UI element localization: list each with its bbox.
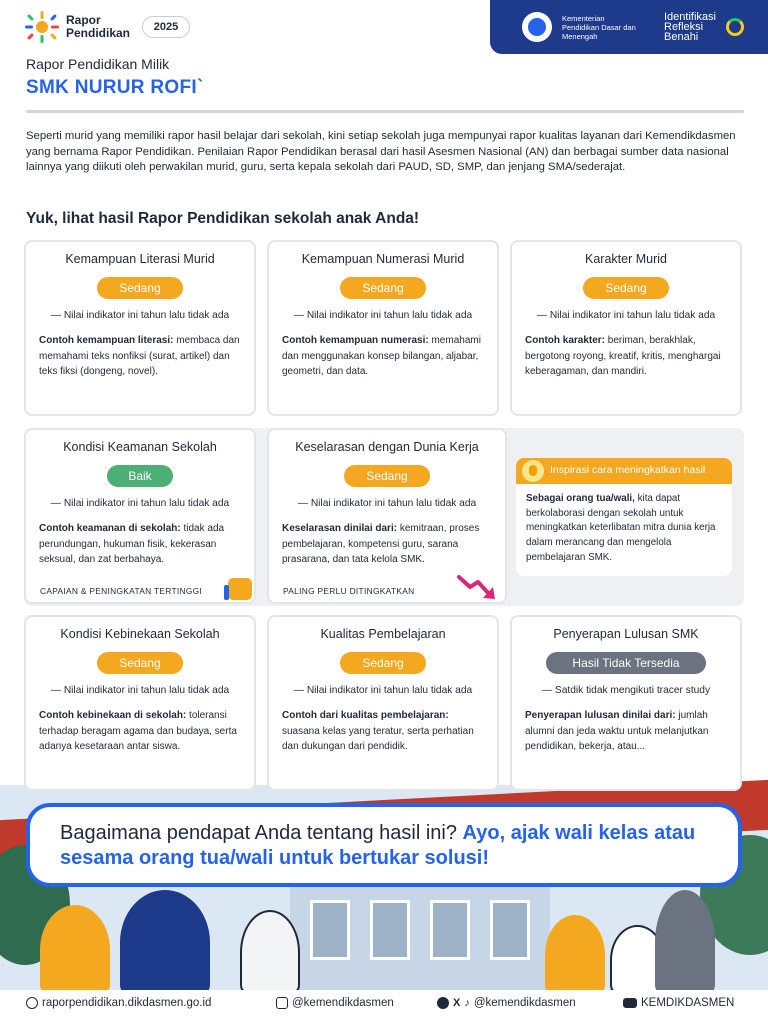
card-title: Kondisi Kebinekaan Sekolah bbox=[60, 627, 220, 641]
indicator-note: — Nilai indikator ini tahun lalu tidak ada bbox=[536, 310, 716, 321]
footer-instagram[interactable] bbox=[276, 997, 394, 1009]
campaign-line-1: Identifikasi bbox=[664, 11, 716, 23]
footer-youtube[interactable] bbox=[623, 997, 734, 1009]
card-example bbox=[282, 708, 487, 755]
card-title: Kondisi Keamanan Sekolah bbox=[63, 440, 217, 454]
illustration-student bbox=[240, 910, 300, 990]
example-text: memahami dan menggunakan konsep bilangan, aljabar, geometri, dan data. bbox=[282, 335, 481, 377]
illustration-window bbox=[310, 900, 350, 960]
illustration-student bbox=[40, 905, 110, 990]
status-badge: Sedang bbox=[97, 277, 183, 299]
indicator-note: — Nilai indikator ini tahun lalu tidak ada bbox=[50, 498, 230, 509]
card-title: Kualitas Pembelajaran bbox=[320, 627, 446, 641]
instagram-icon bbox=[276, 997, 288, 1009]
card-karakter bbox=[510, 240, 742, 416]
card-kebinekaan bbox=[24, 615, 256, 791]
example-label: Contoh kebinekaan di sekolah: bbox=[39, 710, 187, 721]
youtube-icon bbox=[623, 998, 637, 1008]
ministry-line-3: Menengah bbox=[562, 31, 598, 41]
logo-title-1: Rapor bbox=[66, 13, 101, 27]
campaign-ring-icon bbox=[726, 18, 744, 36]
card-literasi bbox=[24, 240, 256, 416]
year-badge: 2025 bbox=[142, 16, 190, 38]
highest-achievement-tag: CAPAIAN & PENINGKATAN TERTINGGI bbox=[40, 586, 203, 596]
footer bbox=[0, 990, 768, 1024]
card-example bbox=[39, 333, 244, 380]
card-title: Penyerapan Lulusan SMK bbox=[553, 627, 699, 641]
card-keamanan bbox=[24, 428, 256, 604]
tiktok-icon: ♪ bbox=[464, 997, 470, 1009]
status-badge: Sedang bbox=[583, 277, 669, 299]
instagram-handle[interactable]: @kemendikdasmen bbox=[292, 997, 394, 1009]
website-link[interactable]: raporpendidikan.dikdasmen.go.id bbox=[42, 997, 212, 1009]
example-text: suasana kelas yang teratur, serta perhatian dan dukungan dari pendidik. bbox=[282, 725, 474, 752]
thumbs-up-icon bbox=[228, 578, 252, 600]
example-text: jumlah alumni dan jeda waktu untuk melanjutkan pendidikan, bekerja, atau... bbox=[525, 710, 709, 752]
example-text: toleransi terhadap beragam agama dan budaya, serta adanya kesetaraan antar siswa. bbox=[39, 710, 237, 752]
needs-improvement-tag: PALING PERLU DITINGKATKAN bbox=[283, 586, 415, 596]
card-example bbox=[282, 333, 487, 380]
school-name: SMK NURUR ROFI` bbox=[26, 77, 204, 98]
card-example bbox=[282, 521, 495, 568]
indicator-note: — Satdik tidak mengikuti tracer study bbox=[541, 685, 711, 696]
indicator-note: — Nilai indikator ini tahun lalu tidak ada bbox=[297, 498, 477, 509]
campaign-line-3: Benahi bbox=[664, 31, 699, 43]
example-label: Penyerapan lulusan dinilai dari: bbox=[525, 710, 676, 721]
globe-icon bbox=[26, 997, 38, 1009]
card-penyerapan-lulusan bbox=[510, 615, 742, 791]
example-label: Contoh keamanan di sekolah: bbox=[39, 523, 181, 534]
indicator-note: — Nilai indikator ini tahun lalu tidak ada bbox=[293, 685, 473, 696]
banner-call-to-action: Ayo, ajak wali kelas atau sesama orang tua/wali untuk bertukar solusi! bbox=[60, 822, 696, 869]
inspiration-lead: Sebagai orang tua/wali, bbox=[526, 493, 635, 504]
ministry-seal-icon bbox=[522, 12, 552, 42]
inspiration-header bbox=[516, 458, 732, 484]
trend-down-arrow-icon bbox=[456, 574, 498, 602]
status-badge: Hasil Tidak Tersedia bbox=[546, 652, 706, 674]
inspiration-box bbox=[516, 458, 732, 576]
header-divider bbox=[26, 110, 744, 113]
example-text: membaca dan memahami teks nonfiksi (surat, artikel) dan teks fiksi (dongeng, novel). bbox=[39, 335, 240, 377]
campaign-line-2: Refleksi bbox=[664, 21, 704, 33]
status-badge: Sedang bbox=[340, 652, 426, 674]
lightbulb-icon bbox=[522, 460, 544, 482]
inspiration-title: Inspirasi cara meningkatkan hasil bbox=[550, 464, 706, 476]
example-label: Keselarasan dinilai dari: bbox=[282, 523, 398, 534]
example-text: beriman, berakhlak, bergotong royong, kreatif, kritis, menghargai keberagaman, dan mandiri. bbox=[525, 335, 721, 377]
example-label: Contoh kemampuan literasi: bbox=[39, 335, 174, 346]
card-title: Keselarasan dengan Dunia Kerja bbox=[295, 440, 479, 454]
card-title: Kemampuan Literasi Murid bbox=[65, 252, 215, 266]
card-title: Karakter Murid bbox=[585, 252, 667, 266]
illustration-window bbox=[430, 900, 470, 960]
illustration-student bbox=[545, 915, 605, 990]
logo-text bbox=[66, 14, 130, 40]
footer-social[interactable] bbox=[437, 997, 576, 1009]
example-text: kemitraan, proses pembelajaran, kompetensi guru, sarana prasarana, dan tata kelola SMK. bbox=[282, 523, 480, 565]
card-numerasi bbox=[267, 240, 499, 416]
card-example bbox=[39, 521, 244, 568]
status-badge: Sedang bbox=[97, 652, 183, 674]
section-prompt: Yuk, lihat hasil Rapor Pendidikan sekolah anak Anda! bbox=[26, 210, 420, 227]
status-badge: Baik bbox=[107, 465, 173, 487]
youtube-channel[interactable]: KEMDIKDASMEN bbox=[641, 997, 735, 1009]
card-kualitas-pembelajaran bbox=[267, 615, 499, 791]
school-label: Rapor Pendidikan Milik bbox=[26, 56, 170, 72]
banner-text bbox=[60, 821, 708, 871]
sun-logo-icon bbox=[24, 10, 60, 44]
indicator-note: — Nilai indikator ini tahun lalu tidak ada bbox=[50, 685, 230, 696]
card-title: Kemampuan Numerasi Murid bbox=[301, 252, 465, 266]
footer-website[interactable] bbox=[26, 997, 211, 1009]
example-label: Contoh karakter: bbox=[525, 335, 606, 346]
ministry-line-1: Kementerian bbox=[562, 13, 605, 23]
inspiration-text: kita dapat berkolaborasi dengan sekolah untuk meningkatkan keterlibatan mitra dunia kerja dalam merancang dan mengelola pembelajaran SMK. bbox=[526, 493, 716, 563]
indicator-note: — Nilai indikator ini tahun lalu tidak ada bbox=[50, 310, 230, 321]
illustration-parent bbox=[120, 890, 210, 990]
status-badge: Sedang bbox=[344, 465, 430, 487]
campaign-logo bbox=[664, 12, 716, 42]
illustration-window bbox=[370, 900, 410, 960]
social-handle[interactable]: @kemendikdasmen bbox=[473, 997, 576, 1009]
indicator-note: — Nilai indikator ini tahun lalu tidak ada bbox=[293, 310, 473, 321]
feedback-banner bbox=[26, 803, 742, 887]
x-icon: X bbox=[453, 997, 461, 1009]
logo-title-2: Pendidikan bbox=[66, 26, 131, 40]
ministry-name bbox=[562, 14, 654, 41]
ministry-line-2: Pendidikan Dasar dan bbox=[562, 22, 636, 32]
card-example bbox=[525, 333, 730, 380]
banner-question: Bagaimana pendapat Anda tentang hasil ini? bbox=[60, 822, 457, 844]
card-example bbox=[525, 708, 730, 755]
status-badge: Sedang bbox=[340, 277, 426, 299]
example-label: Contoh dari kualitas pembelajaran: bbox=[282, 710, 449, 721]
illustration-parent bbox=[655, 890, 715, 990]
intro-paragraph: Seperti murid yang memiliki rapor hasil belajar dari sekolah, kini setiap sekolah juga mempunyai rapor kualitas layanan dari Kemendikdasmen yang bernama Rapor Pendidikan. Penilaian Rapor Pendidikan berasal dari hasil Asesmen Nasional (AN) dan berbagai sumber data nasional lainnya yang diikuti oleh perwakilan murid, guru, serta kepala sekolah dari PAUD, SD, SMP, dan jenjang SMA/sederajat. bbox=[26, 130, 736, 173]
inspiration-body bbox=[526, 492, 724, 566]
example-label: Contoh kemampuan numerasi: bbox=[282, 335, 429, 346]
illustration-building bbox=[290, 885, 550, 990]
facebook-icon bbox=[437, 997, 449, 1009]
rapor-pendidikan-logo bbox=[24, 10, 130, 44]
card-example bbox=[39, 708, 244, 755]
example-text: tidak ada perundungan, hukuman fisik, kekerasan seksual, dan zat berbahaya. bbox=[39, 523, 225, 565]
ministry-banner bbox=[490, 0, 768, 54]
illustration-window bbox=[490, 900, 530, 960]
